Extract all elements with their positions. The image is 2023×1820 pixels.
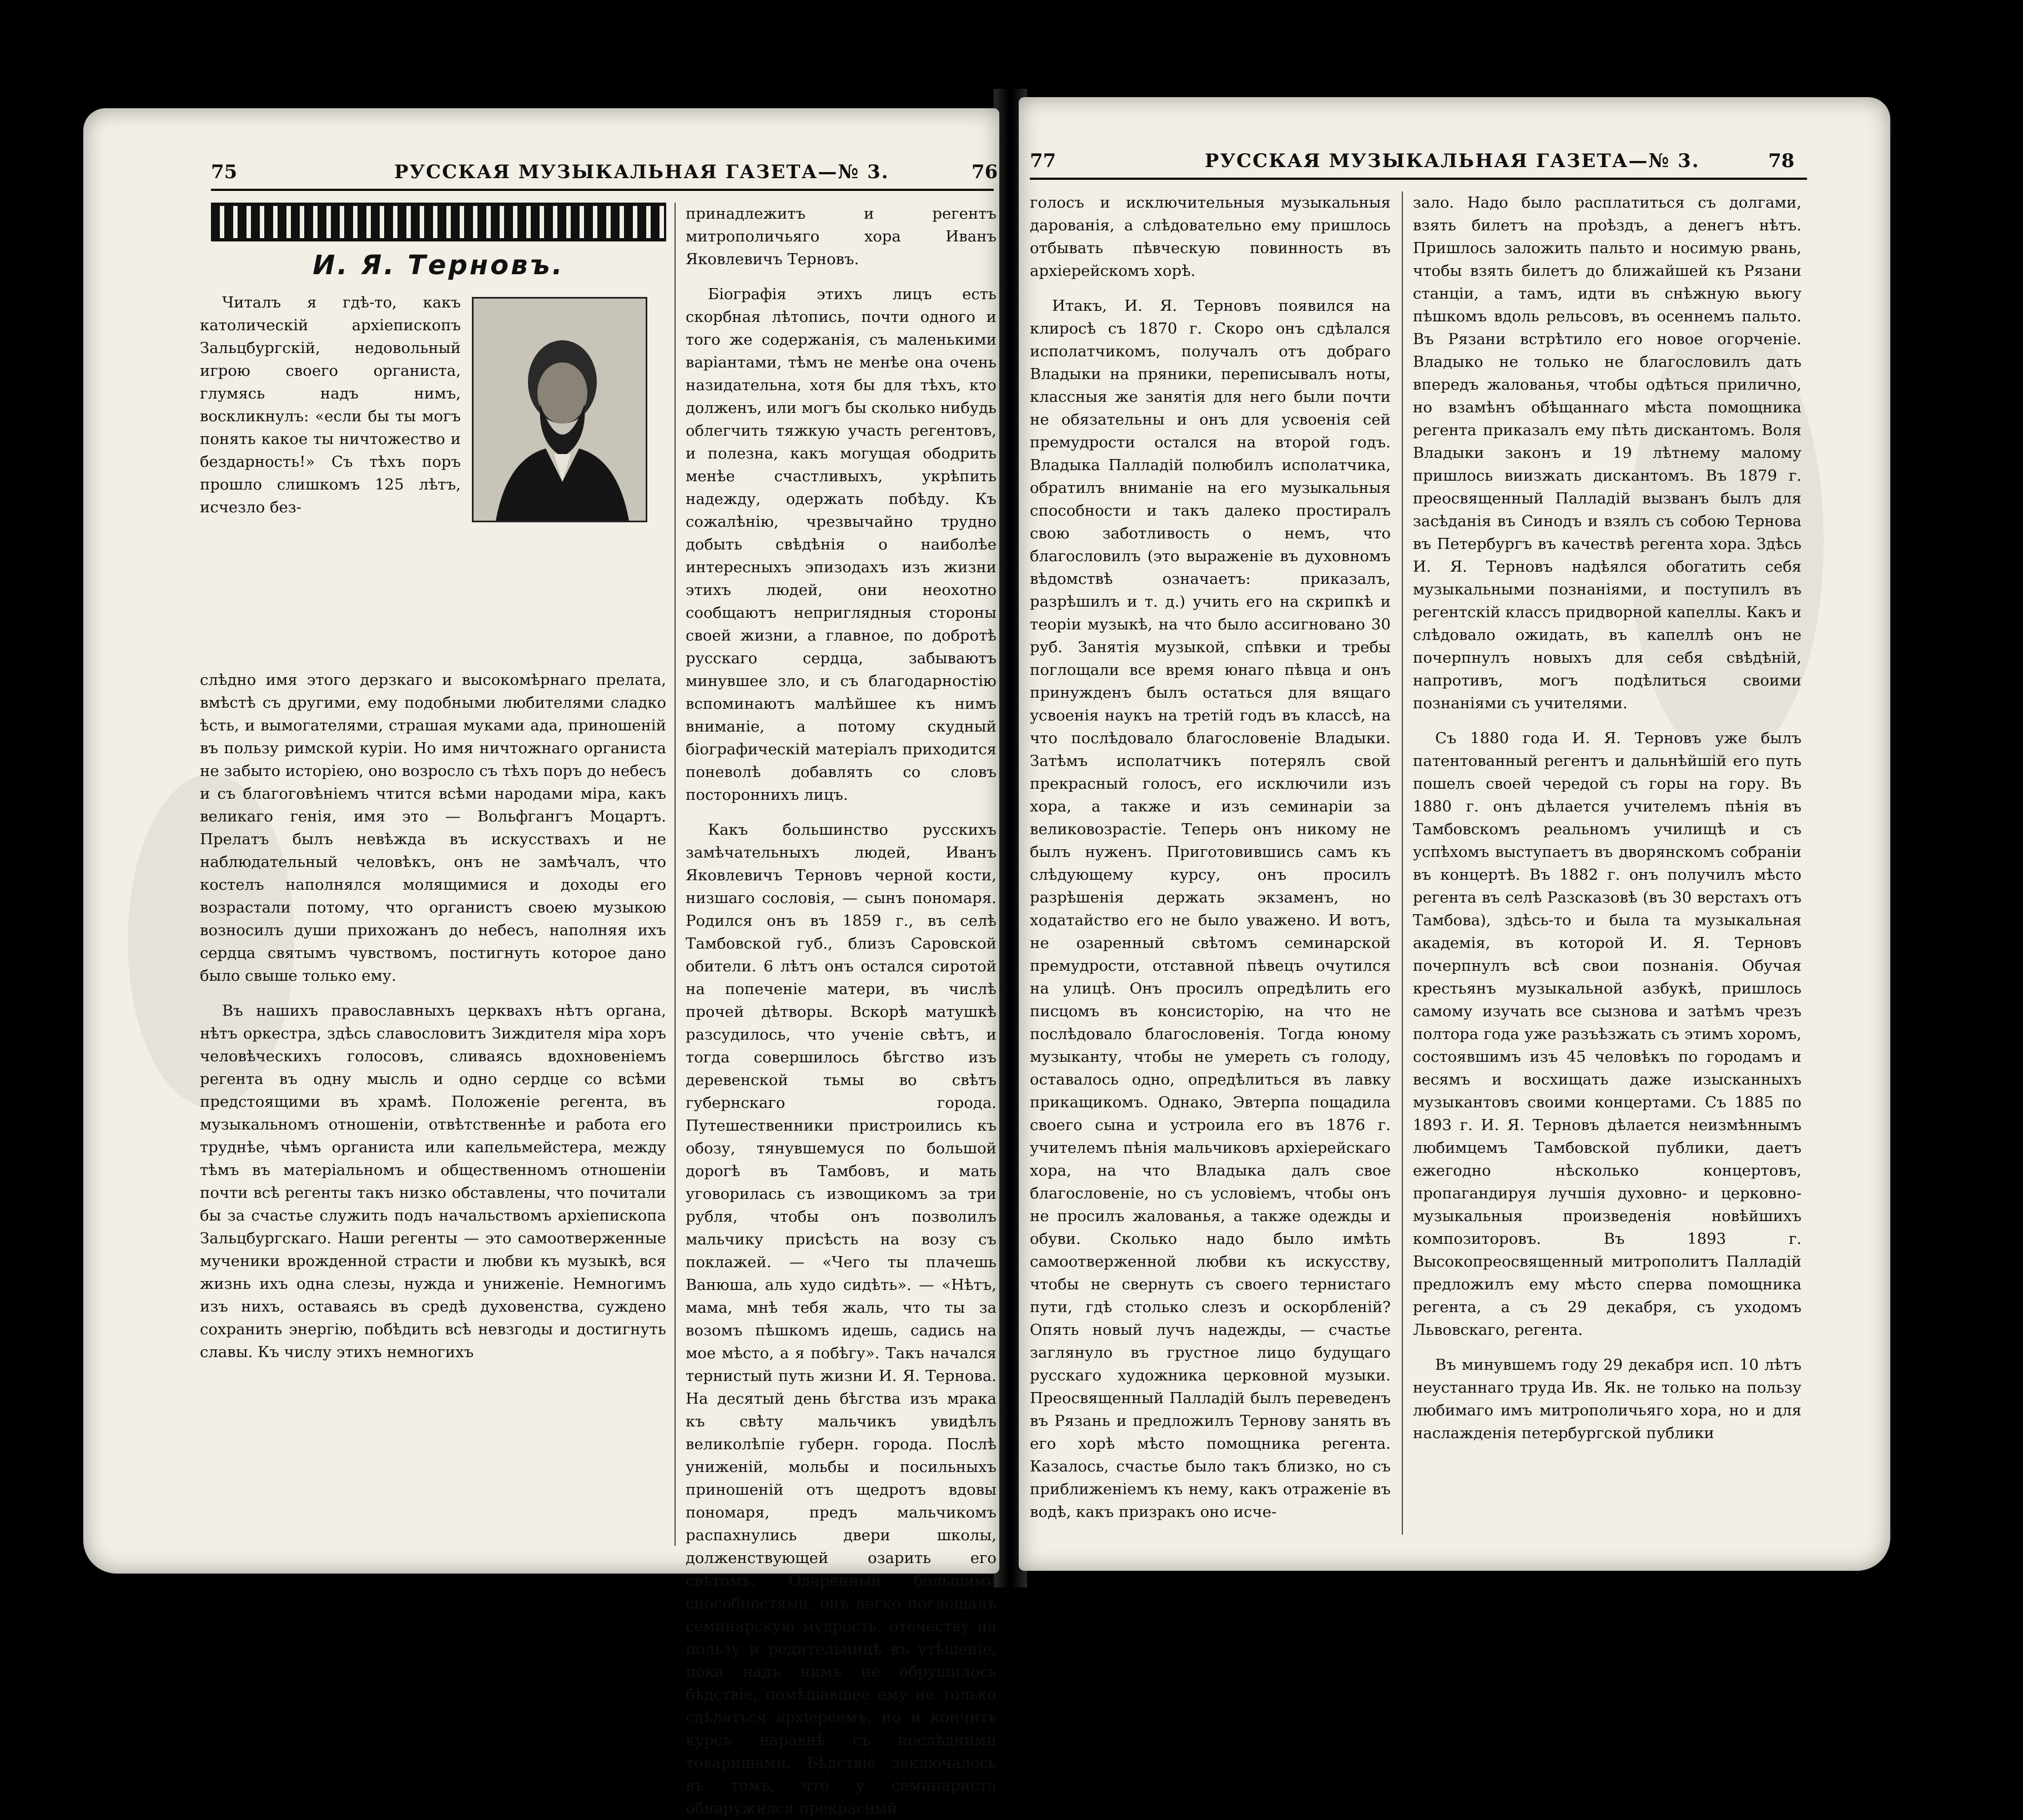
left-page	[83, 108, 999, 1817]
header-rule	[1030, 178, 1807, 180]
left-column-2	[686, 203, 997, 1820]
intro-text: Читалъ я гдѣ-то, какъ католическій архіепископъ Зальцбургскій, недовольный игрою своего органиста, глумясь надъ нимъ, воскликнулъ: «если бы ты могъ понять какое ты ничтожество и бездарность!» Съ тѣхъ поръ прошло слишкомъ 125 лѣтъ, исчезло без-	[200, 294, 461, 516]
title-ornament	[211, 203, 666, 241]
col2-paragraph-3: Какъ большинство русскихъ замѣчательныхъ людей, Иванъ Яковлевичъ Терновъ черной кости, низшаго сословія, — сынъ пономаря. Родился онъ въ 1859 г., въ селѣ Тамбовской губ., близъ Саровской обители. 6 лѣтъ онъ остался сиротой на попеченіе матери, въ числѣ прочей дѣтворы. Вскорѣ матушкѣ разсудилось, что ученіе свѣтъ, и тогда совершилось бѣгство изъ деревенской тьмы во свѣтъ губернскаго города. Путешественники пристроились къ обозу, тянувшемуся по большой дорогѣ въ Тамбовъ, и мать уговорилась съ извощикомъ за три рубля, чтобы онъ позволилъ мальчику присѣсть на возу съ поклажей. — «Чего ты плачешь Ванюша, аль худо сидѣть». — «Нѣтъ, мама, мнѣ тебя жаль, что ты за возомъ пѣшкомъ идешь, садись на мое мѣсто, а я побѣгу». Такъ начался тернистый путь жизни И. Я. Тернова. На десятый день бѣгства изъ мрака къ свѣту мальчикъ увидѣлъ великолѣпіе губерн. города. Послѣ униженій, мольбы и посильныхъ приношеній отъ щедротъ вдовы пономаря, предъ мальчикомъ распахнулись двери школы, долженствующей озарить его свѣтомъ. Одаренный большими способностями, онъ легко поглощалъ семинарскую мудрость, отечеству на пользу и родительницѣ въ утѣшеніе, пока надъ нимъ не обрушилось бѣдствіе, помѣшавшее ему не только сдѣлаться архіереемъ, но и кончить курсъ наравнѣ съ послѣдними товарищами. Бѣдствіе заключалось въ томъ, что у семинариста обнаружился прекрасный	[686, 821, 997, 1817]
header-rule	[211, 189, 994, 191]
page-number-75: 75	[211, 161, 238, 183]
right-column-1	[1030, 191, 1391, 1524]
column-rule	[675, 203, 676, 1546]
col2-paragraph-1: принадлежитъ и регентъ митрополичьяго хора Иванъ Яковлевичъ Терновъ.	[686, 205, 997, 268]
left-column-1	[200, 669, 666, 1364]
col1-paragraph-2: Въ нашихъ православныхъ церквахъ нѣтъ органа, нѣтъ оркестра, здѣсь славословитъ Зиждителя міра хоръ человѣческихъ голосовъ, сливаясь вдохновеніемъ регента въ одну мысль и одно сердце со всѣми предстоящими въ храмѣ. Положеніе регента, въ музыкальномъ отношеніи, отвѣтственнѣе и работа его труднѣе, чѣмъ органиста или капельмейстера, между тѣмъ въ матеріальномъ и общественномъ отношеніи почти всѣ регенты такъ низко обставлены, что почитали бы за счастье служить подъ начальствомъ архіепископа Зальцбургскаго. Наши регенты — это самоотверженные мученики врожденной страсти и любви къ музыкѣ, вся жизнь ихъ одна слезы, нужда и униженіе. Немногимъ изъ нихъ, оставаясь въ средѣ духовенства, суждено сохранить энергію, побѣдить всѣ невзгоды и достигнуть славы. Къ числу этихъ немногихъ	[200, 1002, 666, 1361]
intro-paragraph	[200, 291, 461, 519]
r-col1-paragraph-1: голосъ и исключительныя музыкальныя дарованія, а слѣдовательно ему пришлось отбывать пѣвческую повинность въ архіерейскомъ хорѣ.	[1030, 194, 1391, 280]
col1-continuation: слѣдно имя этого дерзкаго и высокомѣрнаго прелата, вмѣстѣ съ другими, ему подобными любителями сладко ѣсть, и вымогателями, страшая муками ада, приношеній въ пользу римской куріи. Но имя ничтожнаго органиста не забыто исторіею, оно возросло съ тѣхъ поръ до небесъ и съ благоговѣніемъ чтится всѣми народами міра, какъ великаго генія, имя это — Вольфгангъ Моцартъ. Прелатъ былъ невѣжда въ искусствахъ и не наблюдательный человѣкъ, онъ не замѣчалъ, что костелъ наполнялся молящимися и доходы его возрастали потому, что органистъ своею музыкою возносилъ души прихожанъ до небесъ, наполняя ихъ сердца святымъ чувствомъ, постигнуть которое дано было свыше только ему.	[200, 671, 666, 985]
right-column-2	[1413, 191, 1801, 1445]
col2-paragraph-2: Біографія этихъ лицъ есть скорбная лѣтопись, почти одного и того же содержанія, съ маленькими варіантами, тѣмъ не менѣе она очень назидательна, хотя бы для тѣхъ, кто долженъ, или могъ бы сколько нибудь облегчить тяжкую участь регентовъ, и полезна, какъ могущая ободрить менѣе счастливыхъ, укрѣпить надежду, одержать побѣду. Къ сожалѣнію, чрезвычайно трудно добыть свѣдѣнія о наиболѣе интересныхъ эпизодахъ изъ жизни этихъ людей, они неохотно сообщаютъ неприглядныя стороны своей жизни, а главное, по добротѣ русскаго сердца, забываютъ минувшее зло, и съ благодарностію вспоминаютъ малѣйшее къ нимъ вниманіе, а потому скудный біографическій матеріалъ приходится поневолѣ добавлять со словъ постороннихъ лицъ.	[686, 285, 997, 804]
portrait-icon	[472, 297, 647, 522]
r-col2-paragraph-2: Съ 1880 года И. Я. Терновъ уже былъ патентованный регентъ и дальнѣйшій его путь пошелъ своей чередой съ горы на гору. Въ 1880 г. онъ дѣлается учителемъ пѣнія въ Тамбовскомъ реальномъ училищѣ и съ успѣхомъ выступаетъ въ дворянскомъ собраніи въ концертѣ. Въ 1882 г. онъ получилъ мѣсто регента въ селѣ Разсказовѣ (въ 30 верстахъ отъ Тамбова), здѣсь-то и была та музыкальная академія, въ которой И. Я. Терновъ почерпнулъ всѣ свои познанія. Обучая крестьянъ музыкальной азбукѣ, пришлось самому изучать все сызнова и затѣмъ чрезъ полтора года уже разъѣзжать съ этимъ хоромъ, состоявшимъ изъ 45 человѣкъ по городамъ и весямъ и восхищать даже изысканныхъ музыкантовъ своими концертами. Съ 1885 по 1893 г. И. Я. Терновъ дѣлается неизмѣннымъ любимцемъ Тамбовской публики, даетъ ежегодно нѣсколько концертовъ, пропагандируя лучшія духовно- и церковно-музыкальныя произведенія новѣйшихъ композиторовъ. Въ 1893 г. Высокопреосвященный митрополитъ Палладій предложилъ ему мѣсто сперва помощника регента, а съ 29 декабря, съ уходомъ Львовскаго, регента.	[1413, 729, 1801, 1339]
page-number-77: 77	[1030, 150, 1056, 172]
article-title: И. Я. Терновъ.	[313, 250, 565, 281]
column-rule	[1402, 191, 1403, 1535]
page-number-76: 76	[972, 161, 998, 183]
r-col2-paragraph-3: Въ минувшемъ году 29 декабря исп. 10 лѣтъ неустаннаго труда Ив. Як. не только на пользу любимаго имъ митрополичьяго хора, но и для наслажденія петербургской публики	[1413, 1356, 1801, 1442]
running-head-right: РУССКАЯ МУЗЫКАЛЬНАЯ ГАЗЕТА—№ 3.	[1205, 150, 1700, 172]
r-col1-paragraph-2: Итакъ, И. Я. Терновъ появился на клиросѣ съ 1870 г. Скоро онъ сдѣлался исполатчикомъ, получалъ отъ добраго Владыки на пряники, переписывалъ ноты, классныя же занятія для него были почти не обязательны и онъ для усвоенія сей премудрости остался на второй годъ. Владыка Палладій полюбилъ исполатчика, обратилъ вниманіе на его музыкальныя способности и такъ далеко простиралъ свою заботливость о немъ, что благословилъ (это выраженіе въ духовномъ вѣдомствѣ означаетъ: приказалъ, разрѣшилъ и т. д.) учить его на скрипкѣ и теоріи музыкѣ, на что было ассигновано 30 руб. Занятія музыкой, спѣвки и требы поглощали все время юнаго пѣвца и онъ принужденъ былъ остаться для вящаго усвоенія наукъ на третій годъ въ классѣ, на что послѣдовало благословеніе Владыки. Затѣмъ исполатчикъ потерялъ свой прекрасный голосъ, его исключили изъ хора, а также и изъ семинаріи за великовозрастіе. Теперь онъ никому не былъ нуженъ. Приготовившись самъ къ слѣдующему курсу, онъ просилъ разрѣшенія держать экзаменъ, но ходатайство его не было уважено. И вотъ, не озаренный свѣтомъ семинарской премудрости, отставной пѣвецъ очутился на улицѣ. Онъ просилъ опредѣлить его писцомъ въ консисторію, на что не послѣдовало благословенія. Тогда юному музыканту, чтобы не умереть съ голоду, оставалось одно, опредѣлиться въ лавку прикащикомъ. Однако, Эвтерпа пощадила своего сына и устроила его въ 1876 г. учителемъ пѣнія мальчиковъ архіерейскаго хора, на что Владыка далъ свое благословеніе, но съ условіемъ, чтобы онъ не просилъ жалованья, а также одежды и обуви. Сколько надо было имѣть самоотверженной любви къ искусству, чтобы не свернуть съ своего тернистаго пути, гдѣ столько слезъ и оскорбленій? Опять новый лучъ надежды, — счастье заглянуло въ грустное лицо будущаго русскаго художника церковной музыки. Преосвященный Палладій былъ переведенъ въ Рязань и предложилъ Тернову занять въ его хорѣ мѣсто помощника регента. Казалось, счастье было такъ близко, но съ приближеніемъ къ нему, какъ отраженіе въ водѣ, какъ призракъ оно исче-	[1030, 297, 1391, 1521]
running-head-left: РУССКАЯ МУЗЫКАЛЬНАЯ ГАЗЕТА—№ 3.	[394, 161, 889, 183]
r-col2-paragraph-1: зало. Надо было расплатиться съ долгами, взять билетъ на проѣздъ, а денегъ нѣтъ. Пришлось заложить пальто и носимую рвань, чтобы взять билетъ до ближайшей къ Рязани станціи, а тамъ, идти въ снѣжную вьюгу пѣшкомъ вдоль рельсовъ, въ осеннемъ пальто. Въ Рязани встрѣтило его новое огорченіе. Владыко не только не благословилъ дать впередъ жалованья, чтобы одѣться прилично, но взамѣнъ обѣщаннаго мѣста помощника регента приказалъ ему пѣть дискантомъ. Воля Владыки законъ и 19 лѣтнему малому пришлось виизжать дискантомъ. Въ 1879 г. преосвященный Палладій вызванъ былъ для засѣданія въ Синодъ и взялъ съ собою Тернова въ Петербургъ въ качествѣ регента хора. Здѣсь И. Я. Терновъ надѣялся обогатить себя музыкальными познаніями, и поступилъ въ регентскій классъ придворной капеллы. Какъ и слѣдовало ожидать, въ капеллѣ онъ не почерпнулъ новыхъ для себя свѣдѣній, напротивъ, могъ подѣлиться своими познаніями съ учителями.	[1413, 194, 1801, 712]
page-number-78: 78	[1768, 150, 1795, 172]
right-page	[1019, 97, 1890, 1571]
